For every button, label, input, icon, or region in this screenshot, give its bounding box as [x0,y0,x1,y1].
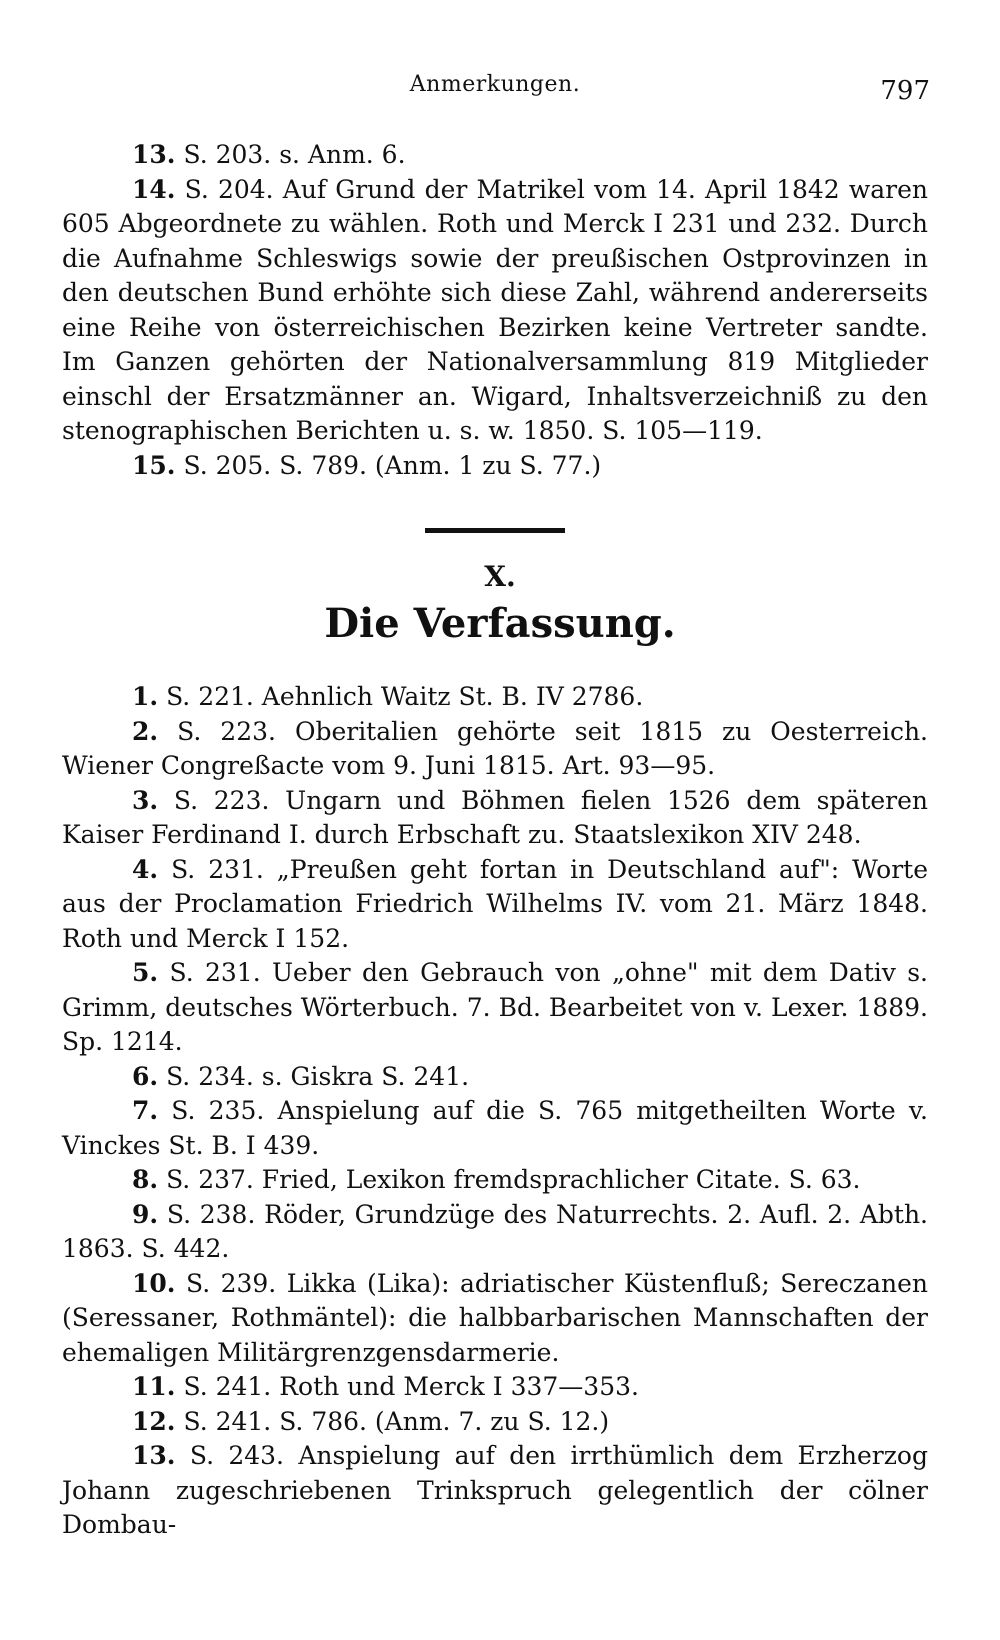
running-title: Anmerkungen. [409,72,581,97]
note-15 [62,449,928,484]
section-divider-rule [425,528,565,533]
note-8 [62,1163,928,1198]
note-13b [62,1439,928,1543]
note-12 [62,1405,928,1440]
note-1 [62,680,928,715]
note-2 [62,715,928,784]
note-text: S. 223. Ungarn und Böhmen fielen 1526 dem späteren Kaiser Ferdinand I. durch Erbschaft zu. Staatslexikon XIV 248. [62,785,929,849]
note-number: 8. [132,1165,159,1194]
note-11 [62,1370,928,1405]
note-number: 2. [132,716,159,746]
note-number: 6. [132,1061,159,1091]
note-number: 9. [132,1199,159,1229]
note-10 [62,1267,928,1371]
note-text: S. 234. s. Giskra S. 241. [166,1061,470,1091]
note-text: S. 238. Röder, Grundzüge des Naturrechts. 2. Aufl. 2. Abth. 1863. S. 442. [62,1199,929,1263]
note-number: 14. [132,174,176,204]
section-number: X. [484,560,516,593]
note-number: 4. [132,854,159,884]
note-text: S. 235. Anspielung auf die S. 765 mitgetheilten Worte v. Vinckes St. B. I 439. [62,1096,929,1160]
note-number: 13. [132,1441,176,1470]
note-text: S. 205. S. 789. (Anm. 1 zu S. 77.) [183,450,602,480]
note-number: 10. [132,1268,176,1298]
note-7 [62,1094,928,1163]
note-text: S. 223. Oberitalien gehörte seit 1815 zu Oesterreich. Wiener Congreßacte vom 9. Juni 1815. Art. 93—95. [62,716,928,780]
note-number: 7. [132,1096,159,1125]
running-head [60,72,930,112]
notes-section-x [62,680,928,1543]
note-text: S. 221. Aehnlich Waitz St. B. IV 2786. [166,682,644,711]
note-text: S. 203. s. Anm. 6. [183,140,406,169]
note-text: S. 231. Ueber den Gebrauch von „ohne" mit dem Dativ s. Grimm, deutsches Wörterbuch. 7. Bd. Bearbeitet von v. Lexer. 1889. Sp. 1214. [62,958,928,1056]
note-text: S. 241. S. 786. (Anm. 7. zu S. 12.) [183,1406,610,1436]
note-text: S. 204. Auf Grund der Matrikel vom 14. April 1842 waren 605 Abgeordnete zu wählen. Roth und Merck I 231 und 232. Durch die Aufnahme Schleswigs sowie der preußischen Ostprovinzen in den deutschen Bund erhöhte sich diese Zahl, während andererseits eine Reihe von österreichischen Bezirken keine Vertreter sandte. Im Ganzen gehörten der Nationalversammlung 819 Mitglieder einschl der Ersatzmänner an. Wigard, Inhaltsverzeichniß zu den stenographischen Berichten u. s. w. 1850. S. 105—119. [62,174,928,445]
note-text: S. 237. Fried, Lexikon fremdsprachlicher Citate. S. 63. [166,1165,861,1194]
note-number: 1. [132,682,159,711]
note-13 [62,138,928,173]
note-number: 3. [132,785,159,815]
note-number: 12. [132,1406,176,1436]
note-number: 11. [132,1372,176,1401]
note-text: S. 231. „Preußen geht fortan in Deutschland auf": Worte aus der Proclamation Friedrich Wilhelms IV. vom 21. März 1848. Roth und Merck I 152. [62,854,928,953]
note-number: 5. [132,958,159,987]
note-3 [62,784,928,853]
note-number: 13. [132,140,176,169]
note-6 [62,1060,928,1095]
note-9 [62,1198,928,1267]
note-4 [62,853,928,957]
note-5 [62,956,928,1060]
page-number: 797 [880,76,930,106]
section-title: Die Verfassung. [324,600,676,647]
note-text: S. 241. Roth und Merck I 337—353. [183,1372,639,1401]
note-number: 15. [132,450,176,480]
note-text: S. 243. Anspielung auf den irrthümlich dem Erzherzog Johann zugeschriebenen Trinkspruch gelegentlich der cölner Dombau- [62,1441,928,1539]
note-text: S. 239. Likka (Lika): adriatischer Küstenfluß; Sereczanen (Seressaner, Rothmäntel): die halbbarbarischen Mannschaften der ehemaligen Militärgrenzgensdarmerie. [62,1268,928,1367]
note-14 [62,173,928,449]
notes-section-ix-end [62,138,928,483]
